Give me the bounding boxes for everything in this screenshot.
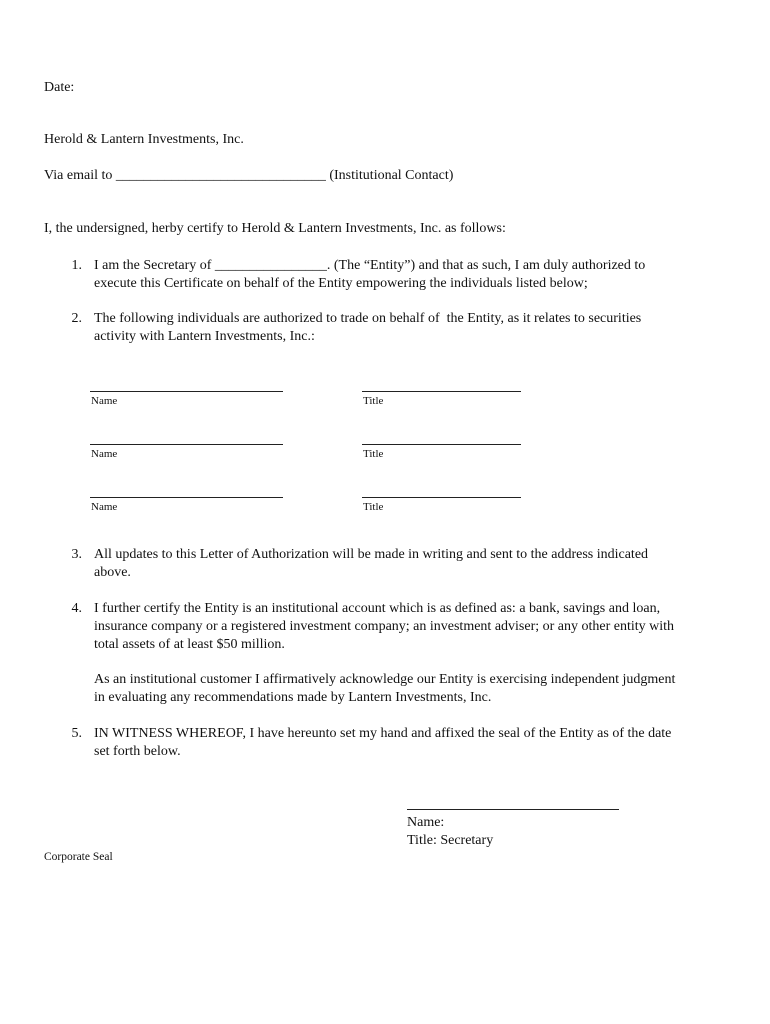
name-signature-line	[90, 444, 283, 445]
via-email-prefix: Via email to	[44, 168, 113, 183]
via-email-line	[44, 167, 453, 185]
item-number: 4.	[71, 601, 82, 616]
via-email-suffix: (Institutional Contact)	[329, 168, 454, 183]
item-line: insurance company or a registered investment company; an investment adviser; or any other entity with	[94, 619, 675, 634]
item-number: 1.	[71, 258, 82, 273]
addressee: Herold & Lantern Investments, Inc.	[44, 132, 244, 147]
item-number: 5.	[71, 726, 82, 741]
item-line: set forth below.	[94, 744, 181, 759]
item-line: I further certify the Entity is an institutional account which is as defined as: a bank, savings and loan,	[94, 601, 661, 616]
item-line: above.	[94, 565, 131, 580]
signature-name-label: Name:	[407, 815, 445, 830]
name-signature-line	[90, 497, 283, 498]
date-label: Date:	[44, 80, 75, 95]
title-label: Title	[363, 448, 384, 460]
item-number: 3.	[71, 547, 82, 562]
corporate-seal-label: Corporate Seal	[44, 851, 113, 863]
item-line: IN WITNESS WHEREOF, I have hereunto set my hand and affixed the seal of the Entity as of the date	[94, 726, 672, 741]
title-signature-line	[362, 444, 521, 445]
institutional-contact-blank: ______________________________	[115, 168, 326, 183]
item-line: total assets of at least $50 million.	[94, 637, 285, 652]
title-label: Title	[363, 395, 384, 407]
item-paragraph-line: in evaluating any recommendations made by Lantern Investments, Inc.	[94, 690, 492, 705]
item-line: activity with Lantern Investments, Inc.:	[94, 329, 315, 344]
item-number: 2.	[71, 311, 82, 326]
item-line: execute this Certificate on behalf of the Entity empowering the individuals listed below;	[94, 276, 588, 291]
item-paragraph-line: As an institutional customer I affirmatively acknowledge our Entity is exercising independent judgment	[94, 672, 676, 687]
name-signature-line	[90, 391, 283, 392]
item-line: All updates to this Letter of Authorization will be made in writing and sent to the address indicated	[94, 547, 649, 562]
title-signature-line	[362, 391, 521, 392]
title-label: Title	[363, 501, 384, 513]
intro-statement: I, the undersigned, herby certify to Herold & Lantern Investments, Inc. as follows:	[44, 221, 506, 236]
secretary-signature-line	[407, 809, 619, 810]
name-label: Name	[91, 395, 118, 407]
title-signature-line	[362, 497, 521, 498]
signature-title-label: Title: Secretary	[407, 833, 494, 848]
item-line: I am the Secretary of ________________. (The “Entity”) and that as such, I am duly authorized to	[94, 258, 646, 273]
name-label: Name	[91, 448, 118, 460]
item-line: The following individuals are authorized to trade on behalf of the Entity, as it relates to securities	[94, 311, 642, 326]
name-label: Name	[91, 501, 118, 513]
